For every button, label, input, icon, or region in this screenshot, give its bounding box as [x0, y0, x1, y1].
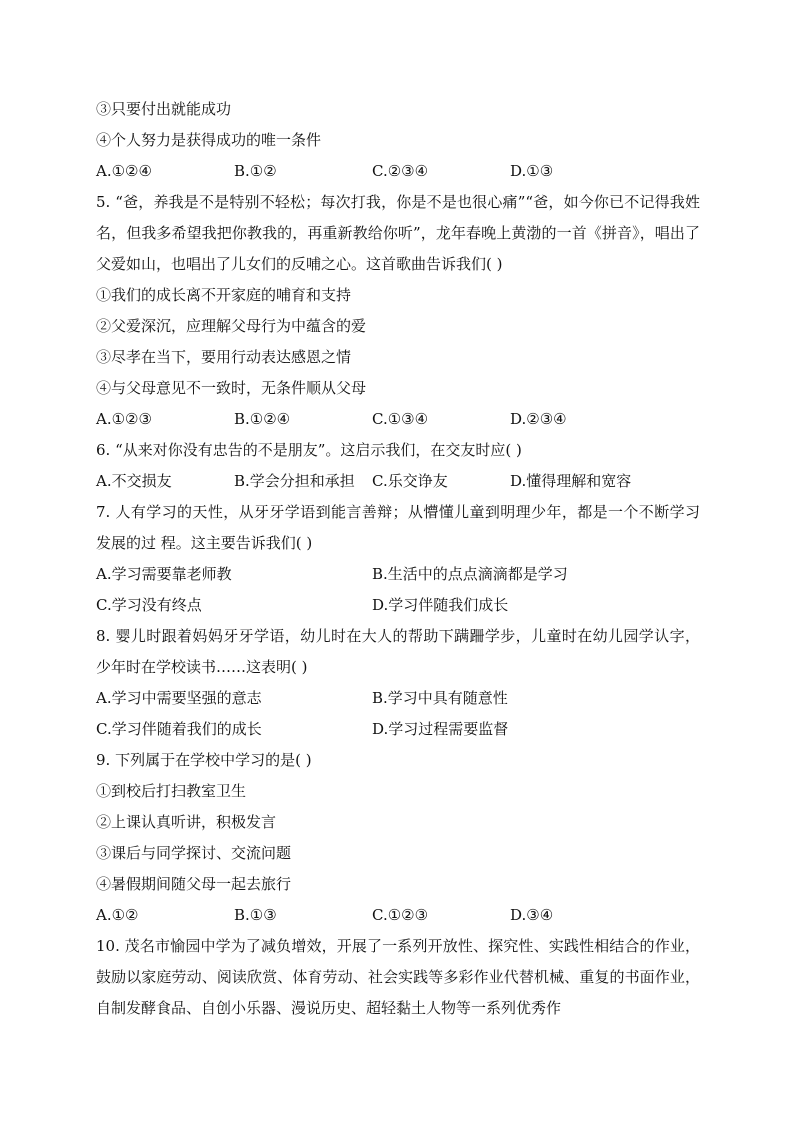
q8-option-b[interactable]: B.学习中具有随意性 [372, 689, 508, 707]
q5-item-1: ①我们的成长离不开家庭的哺育和支持 [96, 286, 352, 304]
q7-option-d[interactable]: D.学习伴随我们成长 [372, 596, 509, 614]
q10-stem: 10. 茂名市愉园中学为了减负增效，开展了一系列开放性、探究性、实践性相结合的作业，鼓励以家庭劳动、阅读欣赏、体育劳动、社会实践等多彩作业代替机械、重复的书面作业，自制发酵食品、自创小乐器、漫说历史、超轻黏土人物等一系列优秀作 [96, 937, 700, 1017]
q6-option-c[interactable]: C.乐交诤友 [372, 472, 448, 490]
q8-options-row-1 [96, 683, 700, 714]
q4-item-4: ④个人努力是获得成功的唯一条件 [96, 131, 322, 149]
q7-option-c[interactable]: C.学习没有终点 [96, 596, 202, 614]
q9-item-4: ④暑假期间随父母一起去旅行 [96, 875, 292, 893]
q5-item-3: ③尽孝在当下，要用行动表达感恩之情 [96, 348, 352, 366]
q7-option-a[interactable]: A.学习需要靠老师教 [96, 565, 232, 583]
q9-item-3: ③课后与同学探讨、交流问题 [96, 844, 292, 862]
q9-option-c[interactable]: C.①②③ [372, 906, 429, 924]
q4-item-3: ③只要付出就能成功 [96, 100, 232, 118]
q5-item-2: ②父爱深沉，应理解父母行为中蕴含的爱 [96, 317, 367, 335]
q8-stem: 8. 婴儿时跟着妈妈牙牙学语，幼儿时在大人的帮助下蹒跚学步，儿童时在幼儿园学认字，少年时在学校读书……这表明( ) [96, 627, 700, 676]
q4-option-b[interactable]: B.①② [234, 162, 277, 180]
q4-option-c[interactable]: C.②③④ [372, 162, 429, 180]
q5-option-a[interactable]: A.①②③ [96, 410, 152, 428]
q6-option-d[interactable]: D.懂得理解和宽容 [510, 472, 632, 490]
q5-options [96, 404, 700, 435]
q4-option-a[interactable]: A.①②④ [96, 162, 152, 180]
question-list [96, 94, 700, 1024]
q7-options-row-2 [96, 590, 700, 621]
q9-item-1: ①到校后打扫教室卫生 [96, 782, 247, 800]
q6-option-a[interactable]: A.不交损友 [96, 472, 172, 490]
q5-option-c[interactable]: C.①③④ [372, 410, 429, 428]
q7-options-row-1 [96, 559, 700, 590]
q5-stem: 5. “爸，养我是不是特别不轻松；每次打我，你是不是也很心痛”“爸，如今你已不记得我姓名，但我多希望我把你教我的，再重新教给你听”，龙年春晚上黄渤的一首《拼音》，唱出了父爱如山，也唱出了儿女们的反哺之心。这首歌曲告诉我们( ) [96, 193, 700, 273]
q4-options [96, 156, 700, 187]
q5-item-4: ④与父母意见不一致时，无条件顺从父母 [96, 379, 367, 397]
q8-options-row-2 [96, 714, 700, 745]
q9-option-d[interactable]: D.③④ [510, 906, 554, 924]
q6-option-b[interactable]: B.学会分担和承担 [234, 472, 355, 490]
q8-option-a[interactable]: A.学习中需要坚强的意志 [96, 689, 262, 707]
q9-item-2: ②上课认真听讲，积极发言 [96, 813, 277, 831]
q9-options [96, 900, 700, 931]
q4-option-d[interactable]: D.①③ [510, 162, 554, 180]
q5-option-b[interactable]: B.①②④ [234, 410, 291, 428]
q7-stem: 7. 人有学习的天性，从牙牙学语到能言善辩；从懵懂儿童到明理少年，都是一个不断学习发展的过 程。这主要告诉我们( ) [96, 503, 700, 552]
q9-stem: 9. 下列属于在学校中学习的是( ) [96, 751, 312, 769]
q7-option-b[interactable]: B.生活中的点点滴滴都是学习 [372, 565, 568, 583]
q9-option-b[interactable]: B.①③ [234, 906, 277, 924]
q9-option-a[interactable]: A.①② [96, 906, 139, 924]
q5-option-d[interactable]: D.②③④ [510, 410, 567, 428]
q6-stem: 6. “从来对你没有忠告的不是朋友”。这启示我们，在交友时应( ) [96, 441, 522, 459]
q8-option-c[interactable]: C.学习伴随着我们的成长 [96, 720, 262, 738]
q8-option-d[interactable]: D.学习过程需要监督 [372, 720, 509, 738]
q6-options [96, 466, 700, 497]
